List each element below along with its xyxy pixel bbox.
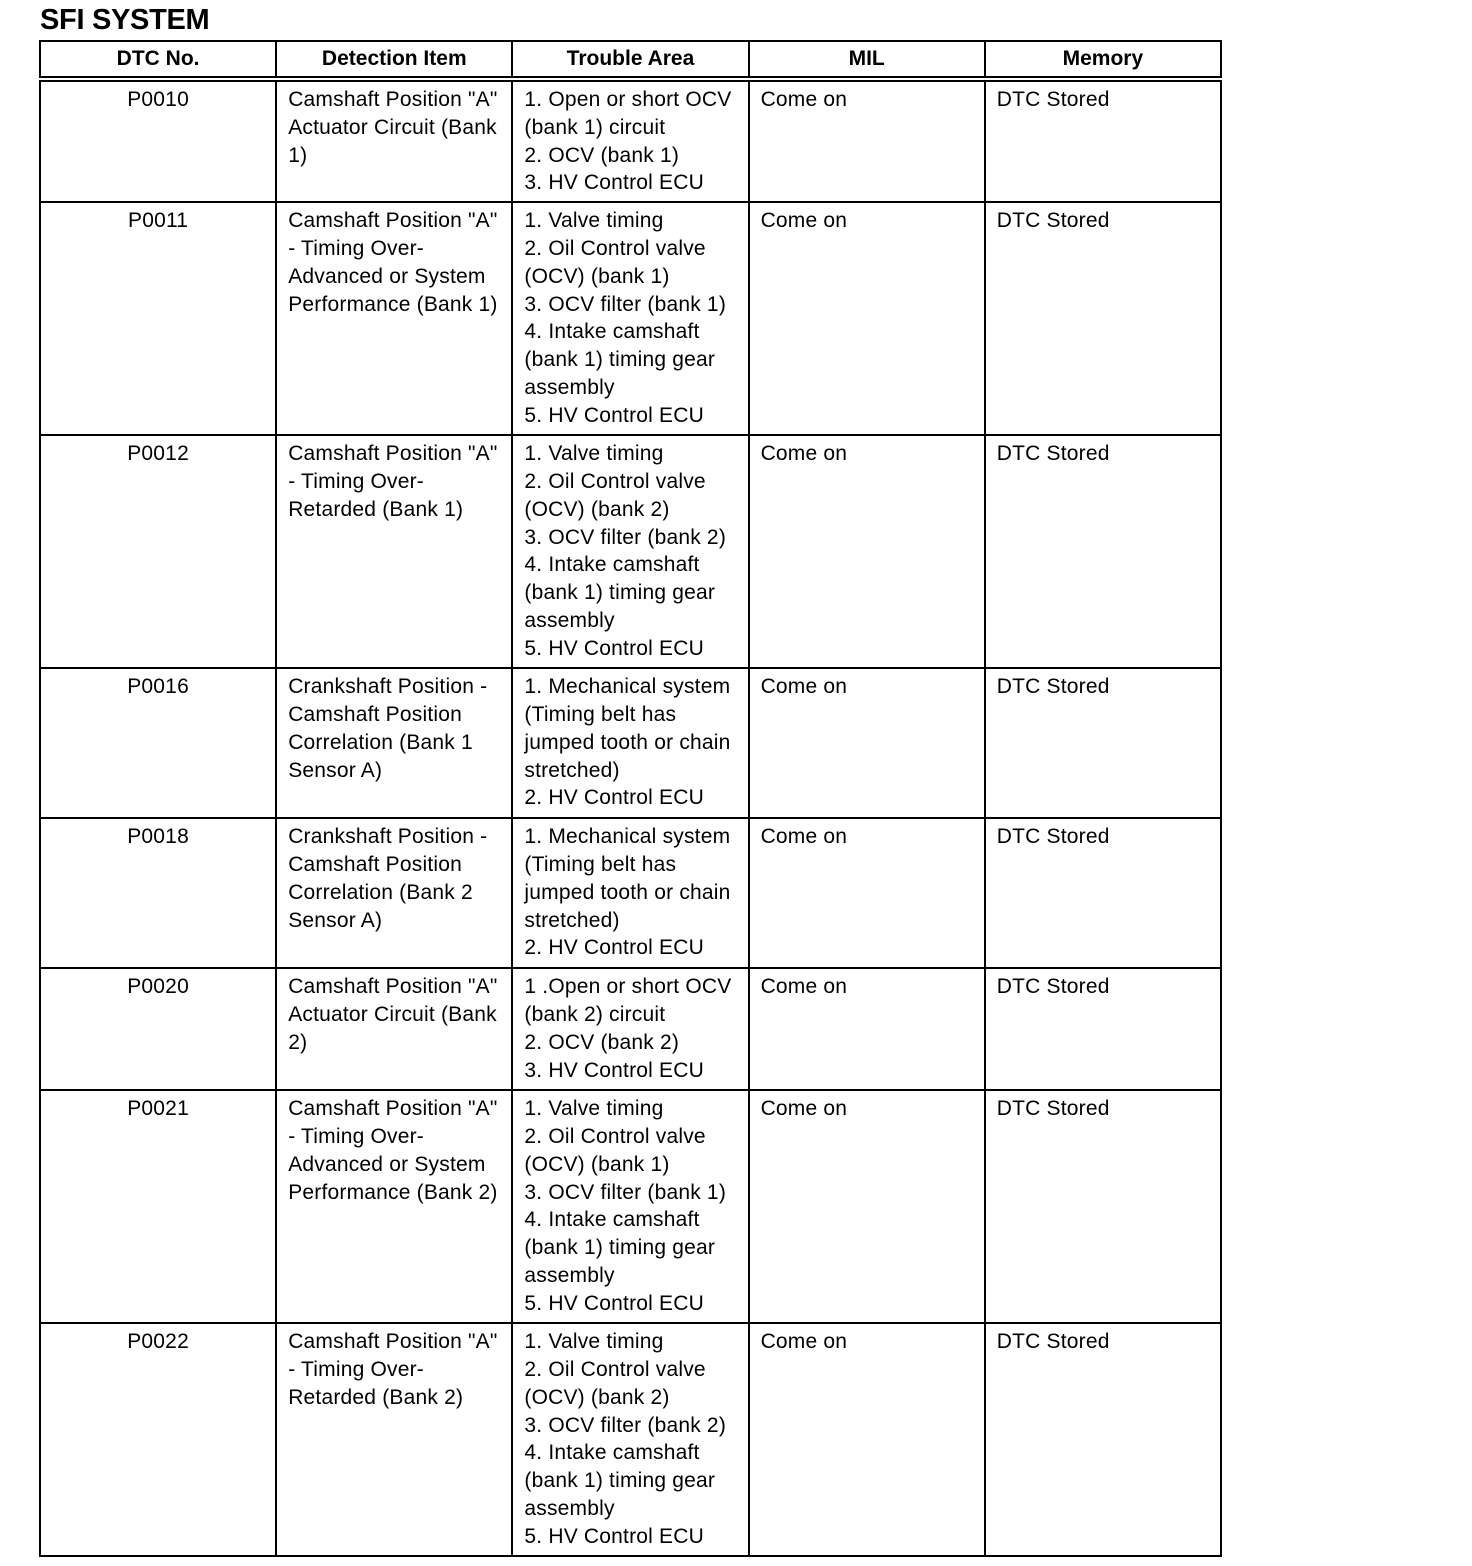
mil-cell: Come on [749, 435, 985, 668]
trouble-area-line: jumped tooth or chain [524, 880, 731, 904]
trouble-area-line: (OCV) (bank 1) [524, 264, 670, 288]
trouble-area-line: 3. OCV filter (bank 1) [524, 1180, 727, 1204]
trouble-area-line: assembly [524, 1263, 615, 1287]
detection-item-cell: Camshaft Position "A" - Timing Over-Advanced or System Performance (Bank 2) [276, 1090, 512, 1323]
trouble-area-line: 1. Valve timing [524, 1330, 664, 1354]
table-row [40, 79, 1221, 202]
trouble-area-cell [512, 202, 748, 435]
trouble-area-line: 2. Oil Control valve [524, 1124, 706, 1148]
table-header-row [40, 41, 1221, 79]
detection-item-cell: Crankshaft Position - Camshaft Position Correlation (Bank 2 Sensor A) [276, 818, 512, 968]
trouble-area-line: 5. HV Control ECU [524, 636, 704, 660]
memory-cell: DTC Stored [985, 968, 1221, 1090]
mil-cell: Come on [749, 1323, 985, 1556]
trouble-area-line: stretched) [524, 908, 620, 932]
trouble-area-line: 2. HV Control ECU [524, 936, 704, 960]
table-row [40, 435, 1221, 668]
detection-item-cell: Camshaft Position "A" - Timing Over-Retarded (Bank 1) [276, 435, 512, 668]
dtc-number-cell: P0010 [40, 79, 276, 202]
trouble-area-line: assembly [524, 1496, 615, 1520]
trouble-area-line: 4. Intake camshaft [524, 1208, 700, 1232]
trouble-area-line: 3. HV Control ECU [524, 171, 704, 195]
trouble-area-line: (Timing belt has [524, 852, 677, 876]
table-row [40, 1323, 1221, 1556]
column-header-trouble-area: Trouble Area [512, 41, 748, 79]
trouble-area-line: (OCV) (bank 2) [524, 497, 670, 521]
mil-cell: Come on [749, 668, 985, 818]
trouble-area-cell [512, 435, 748, 668]
dtc-number-cell: P0020 [40, 968, 276, 1090]
dtc-number-cell: P0018 [40, 818, 276, 968]
trouble-area-line: (OCV) (bank 2) [524, 1385, 670, 1409]
mil-cell: Come on [749, 1090, 985, 1323]
dtc-number-cell: P0021 [40, 1090, 276, 1323]
dtc-number-cell: P0022 [40, 1323, 276, 1556]
trouble-area-line: 3. OCV filter (bank 2) [524, 525, 727, 549]
trouble-area-line: assembly [524, 375, 615, 399]
trouble-area-line: stretched) [524, 758, 620, 782]
trouble-area-line: 2. Oil Control valve [524, 469, 706, 493]
memory-cell: DTC Stored [985, 818, 1221, 968]
trouble-area-line: 1. Open or short OCV [524, 88, 732, 111]
trouble-area-line: 1. Mechanical system [524, 675, 731, 699]
detection-item-cell: Camshaft Position "A" - Timing Over-Advanced or System Performance (Bank 1) [276, 202, 512, 435]
trouble-area-line: 2. Oil Control valve [524, 1357, 706, 1381]
column-header-mil: MIL [749, 41, 985, 79]
trouble-area-line: 5. HV Control ECU [524, 1524, 704, 1548]
memory-cell: DTC Stored [985, 79, 1221, 202]
trouble-area-line: 1. Valve timing [524, 442, 664, 466]
detection-item-cell: Camshaft Position "A" Actuator Circuit (Bank 1) [276, 79, 512, 202]
trouble-area-line: 3. HV Control ECU [524, 1058, 704, 1082]
trouble-area-line: (bank 1) circuit [524, 115, 666, 139]
trouble-area-line: assembly [524, 608, 615, 632]
table-row [40, 202, 1221, 435]
detection-item-cell: Crankshaft Position - Camshaft Position Correlation (Bank 1 Sensor A) [276, 668, 512, 818]
page-title: SFI SYSTEM [40, 4, 210, 36]
trouble-area-line: 1. Valve timing [524, 1097, 664, 1121]
trouble-area-line: (bank 1) timing gear [524, 581, 716, 605]
trouble-area-line: 4. Intake camshaft [524, 1441, 700, 1465]
table-row [40, 818, 1221, 968]
memory-cell: DTC Stored [985, 202, 1221, 435]
dtc-number-cell: P0016 [40, 668, 276, 818]
trouble-area-line: 2. HV Control ECU [524, 786, 704, 810]
dtc-number-cell: P0011 [40, 202, 276, 435]
memory-cell: DTC Stored [985, 1090, 1221, 1323]
memory-cell: DTC Stored [985, 668, 1221, 818]
table-row [40, 668, 1221, 818]
column-header-memory: Memory [985, 41, 1221, 79]
mil-cell: Come on [749, 968, 985, 1090]
trouble-area-line: 3. OCV filter (bank 2) [524, 1413, 727, 1437]
trouble-area-cell [512, 968, 748, 1090]
trouble-area-line: (bank 1) timing gear [524, 1236, 716, 1260]
table-body [40, 79, 1221, 1556]
detection-item-cell: Camshaft Position "A" Actuator Circuit (Bank 2) [276, 968, 512, 1090]
detection-item-cell: Camshaft Position "A" - Timing Over-Retarded (Bank 2) [276, 1323, 512, 1556]
trouble-area-line: 1 .Open or short OCV [524, 975, 732, 999]
memory-cell: DTC Stored [985, 1323, 1221, 1556]
trouble-area-line: (bank 1) timing gear [524, 348, 716, 372]
table-row [40, 968, 1221, 1090]
trouble-area-cell [512, 1090, 748, 1323]
trouble-area-line: 2. OCV (bank 1) [524, 143, 680, 167]
trouble-area-line: 4. Intake camshaft [524, 553, 700, 577]
table-row [40, 1090, 1221, 1323]
memory-cell: DTC Stored [985, 435, 1221, 668]
trouble-area-cell [512, 818, 748, 968]
mil-cell: Come on [749, 79, 985, 202]
trouble-area-line: 1. Valve timing [524, 209, 664, 233]
dtc-table [39, 40, 1222, 1557]
trouble-area-line: (bank 2) circuit [524, 1002, 666, 1026]
column-header-dtc-no: DTC No. [40, 41, 276, 79]
trouble-area-cell [512, 1323, 748, 1556]
trouble-area-line: 2. Oil Control valve [524, 236, 706, 260]
trouble-area-line: 2. OCV (bank 2) [524, 1030, 680, 1054]
trouble-area-line: 5. HV Control ECU [524, 1291, 704, 1315]
trouble-area-line: (Timing belt has [524, 702, 677, 726]
trouble-area-line: 1. Mechanical system [524, 825, 731, 849]
trouble-area-line: (OCV) (bank 1) [524, 1152, 670, 1176]
trouble-area-line: jumped tooth or chain [524, 730, 731, 754]
trouble-area-line: 4. Intake camshaft [524, 320, 700, 344]
trouble-area-cell [512, 79, 748, 202]
trouble-area-line: 3. OCV filter (bank 1) [524, 292, 727, 316]
mil-cell: Come on [749, 202, 985, 435]
column-header-detection-item: Detection Item [276, 41, 512, 79]
mil-cell: Come on [749, 818, 985, 968]
trouble-area-line: 5. HV Control ECU [524, 403, 704, 427]
dtc-number-cell: P0012 [40, 435, 276, 668]
trouble-area-line: (bank 1) timing gear [524, 1469, 716, 1493]
trouble-area-cell [512, 668, 748, 818]
